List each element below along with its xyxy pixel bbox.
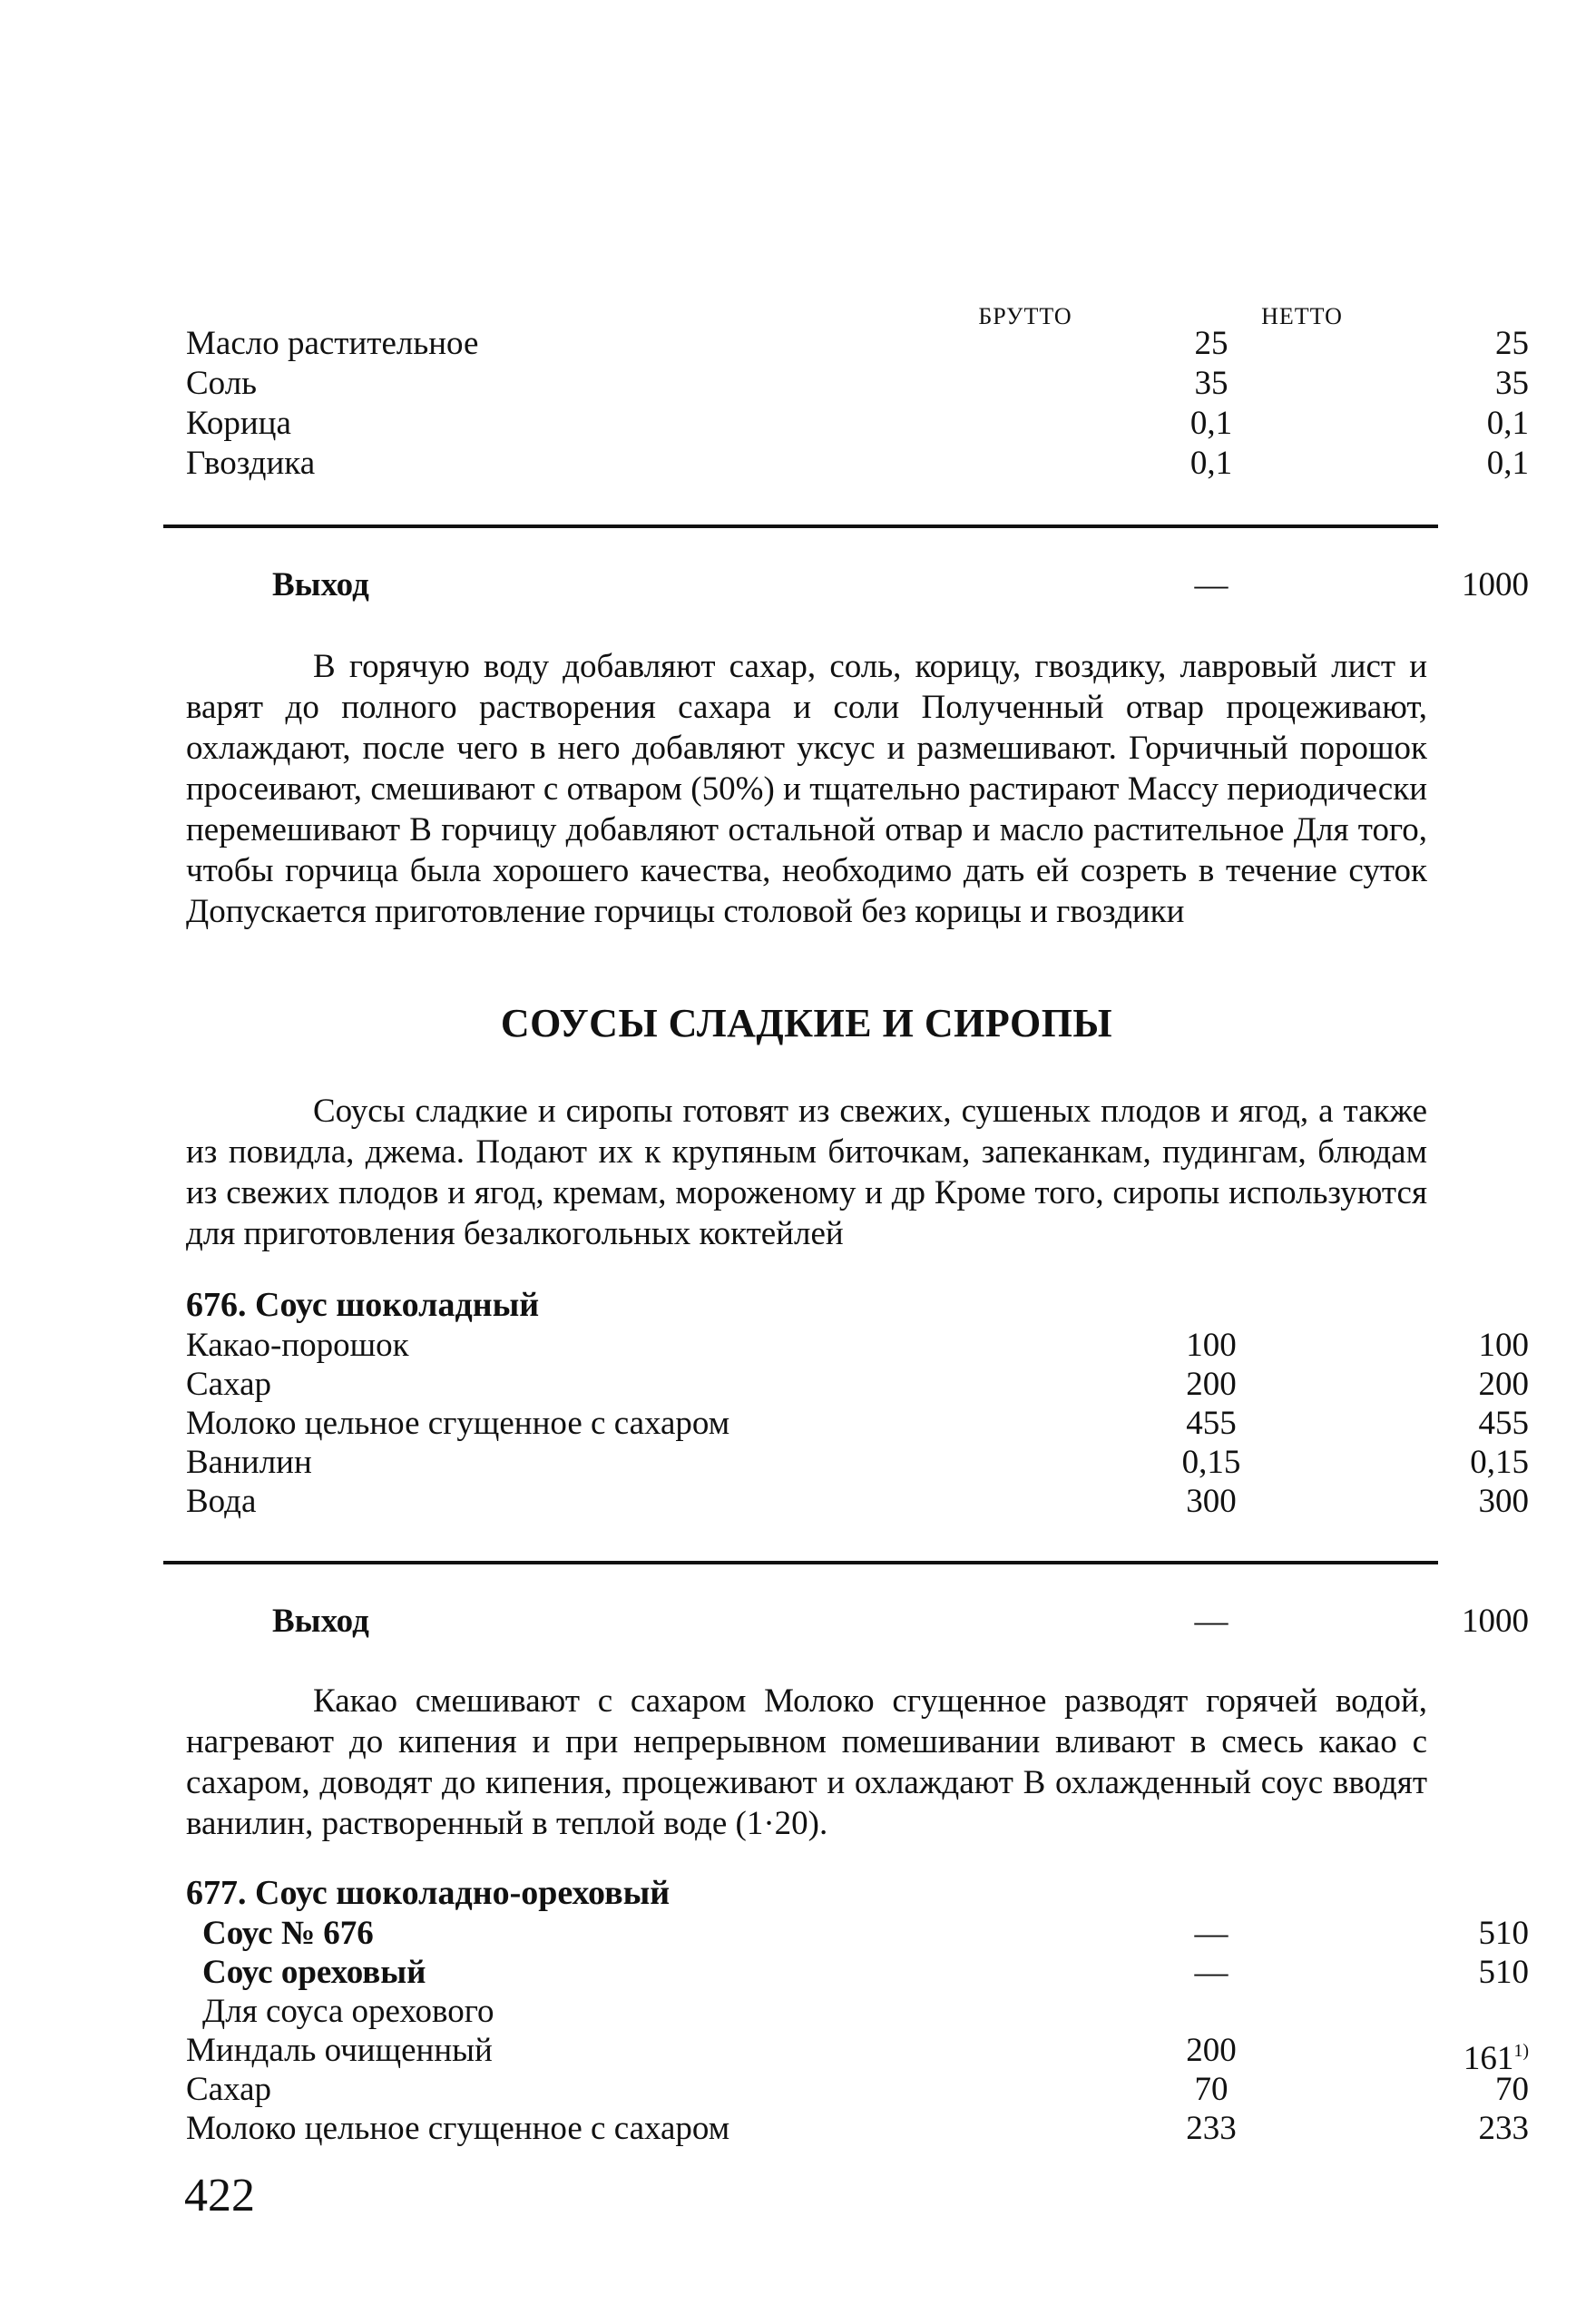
ingredient-net-value: 161 bbox=[1463, 2040, 1514, 2077]
yield-row bbox=[186, 1601, 1529, 1642]
yield-gross: — bbox=[1194, 566, 1228, 603]
method-paragraph: В горячую воду добавляют сахар, соль, корицу, гвоздику, лавровый лист и варят до полного растворения сахара и соли Полученный отвар процеживают, охлаждают, после чего в него добавляют уксус и размешивают. Горчичный порошок просеивают, смешивают с отваром (50%) и тщательно растирают Массу периодически перемешивают В горчицу добавляют остальной отвар и масло растительное Для того, чтобы горчица была хорошего качества, необходимо дать ей созреть в течение суток Допускается приготовление горчицы столовой без корицы и гвоздики bbox=[186, 648, 1427, 930]
table-rule bbox=[163, 525, 1438, 528]
ingredient-name: Соль bbox=[186, 365, 258, 402]
section-title: СОУСЫ СЛАДКИЕ И СИРОПЫ bbox=[500, 1001, 1113, 1045]
recipe-title-676: 676. Соус шоколадный bbox=[186, 1286, 540, 1324]
ingredient-name: Молоко цельное сгущенное с сахаром bbox=[186, 2110, 730, 2147]
ingredient-gross: 0,1 bbox=[1189, 445, 1233, 482]
ingredient-row bbox=[186, 1327, 1529, 1365]
ingredient-name: Вода bbox=[186, 1483, 257, 1520]
ingredient-name: Сахар bbox=[186, 2071, 272, 2108]
ingredient-row bbox=[186, 405, 1529, 443]
ingredient-gross: 35 bbox=[1194, 365, 1228, 402]
ingredient-row bbox=[186, 2110, 1529, 2148]
ingredient-name: Гвоздика bbox=[186, 445, 316, 482]
ingredient-row bbox=[186, 2071, 1529, 2109]
component-name: Соус № 676 bbox=[202, 1915, 374, 1952]
ingredient-name: Ванилин bbox=[186, 1444, 312, 1481]
component-gross: — bbox=[1194, 1954, 1228, 1991]
ingredient-name: Масло растительное bbox=[186, 325, 479, 362]
ingredient-gross: 200 bbox=[1186, 1366, 1237, 1403]
sub-heading: Для соуса орехового bbox=[202, 1993, 494, 2030]
component-net: 510 bbox=[1478, 1915, 1529, 1952]
ingredient-gross: 455 bbox=[1186, 1405, 1237, 1442]
method-paragraph: Какао смешивают с сахаром Молоко сгущенное разводят горячей водой, нагревают до кипения и при непрерывном помешивании вливают в смесь какао с сахаром, доводят до кипения, процеживают и охлаждают В охлажденный соус вводят ванилин, растворенный в теплой воде (1·20). bbox=[186, 1682, 1427, 1842]
ingredient-gross: 25 bbox=[1194, 325, 1228, 362]
section-intro: Соусы сладкие и сиропы готовят из свежих, сушеных плодов и ягод, а также из повидла, джема. Подают их к крупяным биточкам, запеканкам, пудингам, блюдам из свежих плодов и ягод, кремам, мороженому и др Кроме того, сиропы используются для приготовления безалкогольных коктейлей bbox=[186, 1093, 1427, 1252]
sub-heading-row bbox=[186, 1993, 1438, 2031]
ingredient-row bbox=[186, 1444, 1529, 1482]
ingredient-net: 70 bbox=[1495, 2071, 1529, 2108]
ingredient-net: 455 bbox=[1478, 1405, 1529, 1442]
ingredient-name: Какао-порошок bbox=[186, 1327, 409, 1364]
ingredient-gross: 70 bbox=[1194, 2071, 1228, 2108]
ingredient-row bbox=[186, 1405, 1529, 1443]
ingredient-gross: 300 bbox=[1186, 1483, 1237, 1520]
yield-net: 1000 bbox=[1462, 1603, 1529, 1640]
ingredient-net: 25 bbox=[1495, 325, 1529, 362]
ingredient-net: 35 bbox=[1495, 365, 1529, 402]
yield-gross: — bbox=[1194, 1603, 1228, 1640]
ingredient-net: 100 bbox=[1478, 1327, 1529, 1364]
ingredient-gross: 0,1 bbox=[1189, 405, 1233, 442]
page-number: 422 bbox=[184, 2170, 255, 2221]
ingredient-name: Сахар bbox=[186, 1366, 272, 1403]
ingredient-gross: 233 bbox=[1186, 2110, 1237, 2147]
ingredient-row bbox=[186, 365, 1529, 403]
yield-net: 1000 bbox=[1462, 566, 1529, 603]
ingredient-net: 0,1 bbox=[1486, 445, 1529, 482]
ingredient-name: Миндаль очищенный bbox=[186, 2032, 493, 2069]
component-gross: — bbox=[1194, 1915, 1228, 1952]
table-rule bbox=[163, 1561, 1438, 1564]
ingredient-name: Корица bbox=[186, 405, 291, 442]
yield-label: Выход bbox=[272, 1603, 369, 1640]
ingredient-row bbox=[186, 445, 1529, 483]
ingredient-net: 200 bbox=[1478, 1366, 1529, 1403]
ingredient-net: 233 bbox=[1478, 2110, 1529, 2147]
component-row bbox=[186, 1915, 1529, 1953]
ingredient-gross: 100 bbox=[1186, 1327, 1237, 1364]
ingredient-net: 0,1 bbox=[1486, 405, 1529, 442]
ingredient-gross: 200 bbox=[1186, 2032, 1237, 2069]
yield-row bbox=[186, 564, 1529, 606]
ingredient-row bbox=[186, 325, 1529, 363]
component-row bbox=[186, 1954, 1529, 1992]
footnote-marker: 1) bbox=[1513, 2041, 1529, 2061]
column-header-gross: БРУТТО bbox=[978, 303, 1072, 329]
yield-label: Выход bbox=[272, 566, 369, 603]
recipe-title-677: 677. Соус шоколадно-ореховый bbox=[186, 1874, 671, 1912]
ingredient-gross: 0,15 bbox=[1181, 1444, 1241, 1481]
ingredient-row bbox=[186, 2032, 1529, 2077]
component-name: Соус ореховый bbox=[202, 1954, 426, 1991]
ingredient-name: Молоко цельное сгущенное с сахаром bbox=[186, 1405, 730, 1442]
ingredient-net: 300 bbox=[1478, 1483, 1529, 1520]
ingredient-net: 0,15 bbox=[1470, 1444, 1529, 1481]
column-header-net: НЕТТО bbox=[1261, 303, 1343, 329]
ingredient-row bbox=[186, 1366, 1529, 1404]
ingredient-row bbox=[186, 1483, 1529, 1521]
component-net: 510 bbox=[1478, 1954, 1529, 1991]
